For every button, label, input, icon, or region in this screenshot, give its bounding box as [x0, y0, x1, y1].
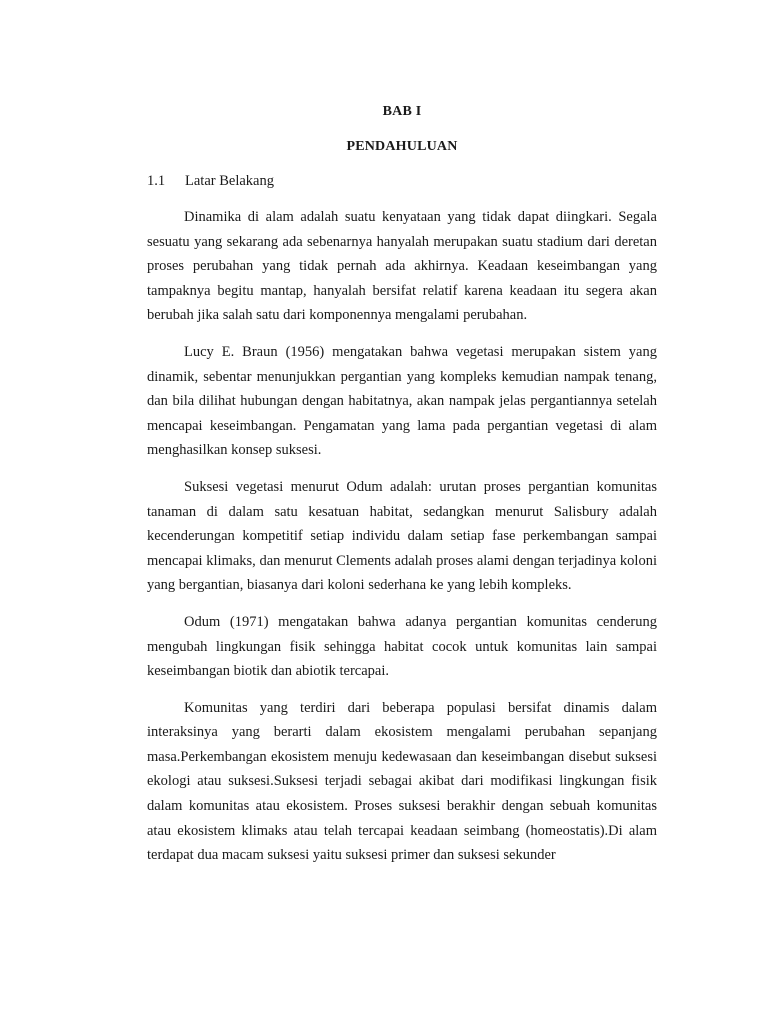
document-body — [147, 104, 657, 868]
section-heading — [147, 171, 657, 192]
section-number: 1.1 — [147, 173, 166, 189]
paragraph-3: Suksesi vegetasi menurut Odum adalah: urutan proses pergantian komunitas tanaman di dalam satu kesatuan habitat, sedangkan menurut Salisbury adalah kecenderungan kompetitif setiap individu dalam setiap fase perkembangan sampai mencapai klimaks, dan menurut Clements adalah proses alami dengan terjadinya koloni yang bergantian, biasanya dari koloni sederhana ke yang lebih kompleks. — [147, 478, 657, 594]
paragraph-4: Odum (1971) mengatakan bahwa adanya pergantian komunitas cenderung mengubah lingkungan fisik sehingga habitat cocok untuk komunitas lain sampai keseimbangan biotik dan abiotik tercapai. — [147, 613, 657, 680]
paragraph-1: Dinamika di alam adalah suatu kenyataan yang tidak dapat diingkari. Segala sesuatu yang sekarang ada sebenarnya hanyalah merupakan suatu stadium dari deretan proses perubahan yang tidak pernah ada akhirnya. Keadaan keseimbangan yang tampaknya begitu mantap, hanyalah bersifat relatif karena keadaan itu segera akan berubah jika salah satu dari komponennya mengalami perubahan. — [147, 209, 657, 324]
paragraph-5: Komunitas yang terdiri dari beberapa populasi bersifat dinamis dalam interaksinya yang berarti dalam ekosistem mengalami perubahan sepanjang masa.Perkembangan ekosistem menuju kedewasaan dan keseimbangan disebut suksesi ekologi atau suksesi.Suksesi terjadi sebagai akibat dari modifikasi lingkungan fisik dalam komunitas atau ekosistem. Proses suksesi berakhir dengan sebuah komunitas atau ekosistem klimaks atau telah tercapai keadaan seimbang (homeostatis).Di alam terdapat dua macam suksesi yaitu suksesi primer dan suksesi sekunder — [147, 699, 657, 864]
chapter-heading: BAB I — [382, 104, 422, 119]
paragraph-2: Lucy E. Braun (1956) mengatakan bahwa vegetasi merupakan sistem yang dinamik, sebentar menunjukkan pergantian yang kompleks kemudian nampak tenang, dan bila dilihat hubungan dengan habitatnya, akan nampak jelas pergantiannya setelah mencapai keseimbangan. Pengamatan yang lama pada pergantian vegetasi di alam menghasilkan konsep suksesi. — [147, 343, 657, 459]
section-title: Latar Belakang — [185, 173, 274, 189]
chapter-title: PENDAHULUAN — [346, 139, 458, 154]
